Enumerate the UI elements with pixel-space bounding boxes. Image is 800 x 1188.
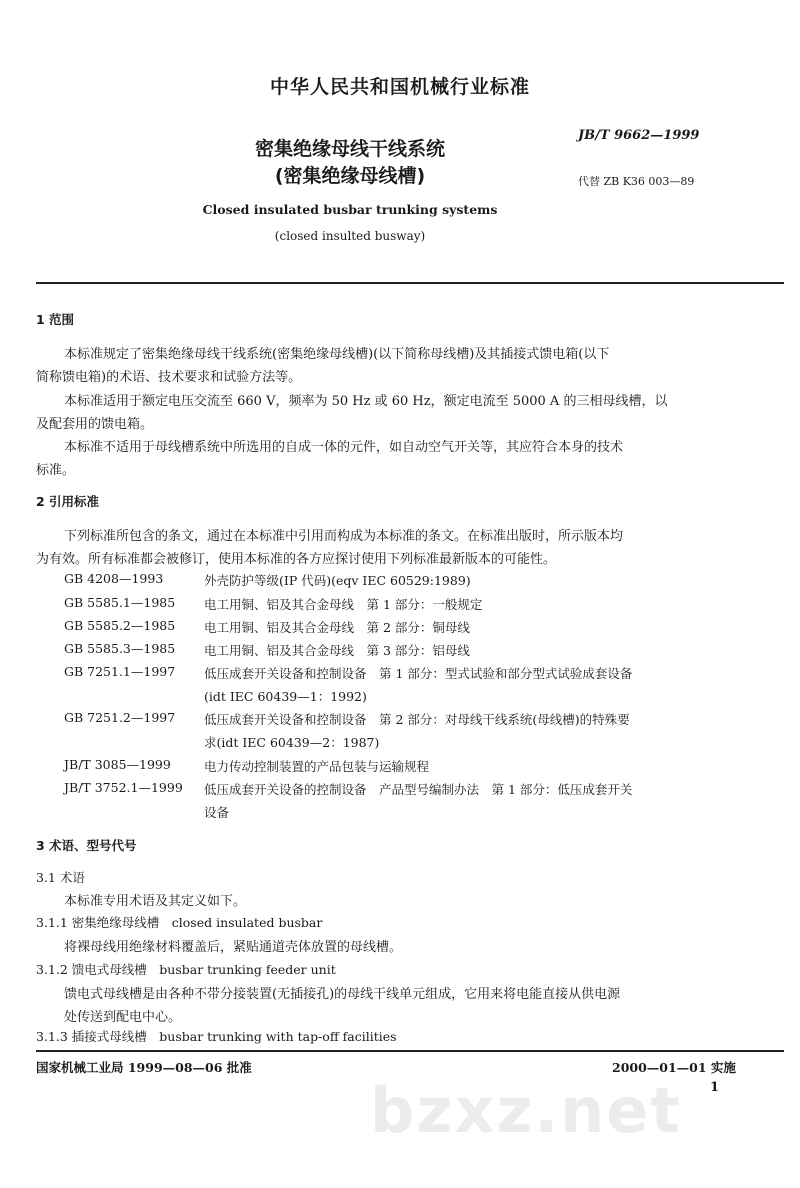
section-1-paragraph-2-line2: 及配套用的馈电箱。 [36, 417, 154, 432]
clause-3-1-3-heading: 3.1.3 插接式母线槽 busbar trunking with tap-off facilities [36, 1029, 397, 1044]
reference-title: 电工用铜、铝及其合金母线 第 2 部分：铜母线 [204, 620, 470, 635]
reference-code: GB 5585.2—1985 [64, 618, 176, 633]
reference-title-continued: 设备 [204, 805, 230, 820]
section-1-paragraph-1-line2: 简称馈电箱)的术语、技术要求和试验方法等。 [36, 370, 302, 385]
title-chinese-line2: (密集绝缘母线槽) [274, 165, 426, 187]
header-divider [36, 282, 784, 284]
reference-title: 电力传动控制装置的产品包装与运输规程 [204, 759, 430, 774]
reference-code: GB 7251.1—1997 [64, 664, 176, 679]
section-2-paragraph-line1: 下列标准所包含的条文，通过在本标准中引用而构成为本标准的条文。在标准出版时，所示版本均 [64, 529, 624, 544]
reference-code: GB 5585.3—1985 [64, 641, 176, 656]
reference-title-continued: (idt IEC 60439—1：1992) [204, 689, 367, 704]
footer-divider [36, 1050, 784, 1052]
title-chinese-line1: 密集绝缘母线干线系统 [254, 138, 445, 160]
issuing-standard-body: 中华人民共和国机械行业标准 [269, 76, 530, 98]
section-1-paragraph-3-line1: 本标准不适用于母线槽系统中所选用的自成一体的元件，如自动空气开关等，其应符合本身的技术 [64, 440, 624, 455]
watermark: bzxz.net [370, 1074, 682, 1147]
reference-code: GB 5585.1—1985 [64, 595, 176, 610]
section-3-heading: 3 术语、型号代号 [36, 838, 137, 853]
reference-title: 低压成套开关设备和控制设备 第 2 部分：对母线干线系统(母线槽)的特殊要 [204, 712, 630, 727]
reference-code: GB 4208—1993 [64, 571, 164, 586]
clause-3-1-1-text: 将裸母线用绝缘材料覆盖后，紧贴通道壳体放置的母线槽。 [64, 940, 403, 955]
clause-3-1-text: 本标准专用术语及其定义如下。 [64, 894, 247, 909]
title-english-line2: (closed insulted busway) [274, 229, 426, 243]
reference-title: 外壳防护等级(IP 代码)(eqv IEC 60529:1989) [204, 573, 471, 588]
standard-number: JB/T 9662—1999 [578, 128, 700, 143]
title-english-line1: Closed insulated busbar trunking systems [202, 202, 498, 217]
page-number: 1 [710, 1080, 720, 1095]
clause-3-1-heading: 3.1 术语 [36, 870, 85, 885]
reference-code: JB/T 3085—1999 [64, 757, 171, 772]
section-2-heading: 2 引用标准 [36, 494, 100, 509]
reference-title-continued: 求(idt IEC 60439—2：1987) [204, 735, 380, 750]
clause-3-1-2-text-line2: 处传送到配电中心。 [64, 1010, 182, 1025]
reference-title: 电工用铜、铝及其合金母线 第 1 部分：一般规定 [204, 597, 483, 612]
clause-3-1-2-text-line1: 馈电式母线槽是由各种不带分接装置(无插接孔)的母线干线单元组成，它用来将电能直接从供电源 [64, 987, 621, 1002]
clause-3-1-1-heading: 3.1.1 密集绝缘母线槽 closed insulated busbar [36, 915, 323, 930]
clause-3-1-2-heading: 3.1.2 馈电式母线槽 busbar trunking feeder unit [36, 962, 336, 977]
section-1-paragraph-3-line2: 标准。 [36, 463, 76, 478]
reference-title: 低压成套开关设备和控制设备 第 1 部分：型式试验和部分型式试验成套设备 [204, 666, 633, 681]
section-1-paragraph-2-line1: 本标准适用于额定电压交流至 660 V，频率为 50 Hz 或 60 Hz，额定电流至 5000 A 的三相母线槽，以 [64, 394, 668, 409]
replaces-standard: 代替 ZB K36 003—89 [578, 175, 695, 188]
section-1-paragraph-1-line1: 本标准规定了密集绝缘母线干线系统(密集绝缘母线槽)(以下简称母线槽)及其插接式馈电箱(以下 [64, 347, 610, 362]
approval-line: 国家机械工业局 1999—08—06 批准 [36, 1060, 252, 1075]
reference-title: 电工用铜、铝及其合金母线 第 3 部分：铝母线 [204, 643, 470, 658]
reference-title: 低压成套开关设备的控制设备 产品型号编制办法 第 1 部分：低压成套开关 [204, 782, 633, 797]
section-1-heading: 1 范围 [36, 312, 75, 327]
section-2-paragraph-line2: 为有效。所有标准都会被修订，使用本标准的各方应探讨使用下列标准最新版本的可能性。 [36, 552, 557, 567]
reference-code: JB/T 3752.1—1999 [64, 780, 183, 795]
reference-code: GB 7251.2—1997 [64, 710, 176, 725]
effective-date-line: 2000—01—01 实施 [612, 1060, 736, 1075]
